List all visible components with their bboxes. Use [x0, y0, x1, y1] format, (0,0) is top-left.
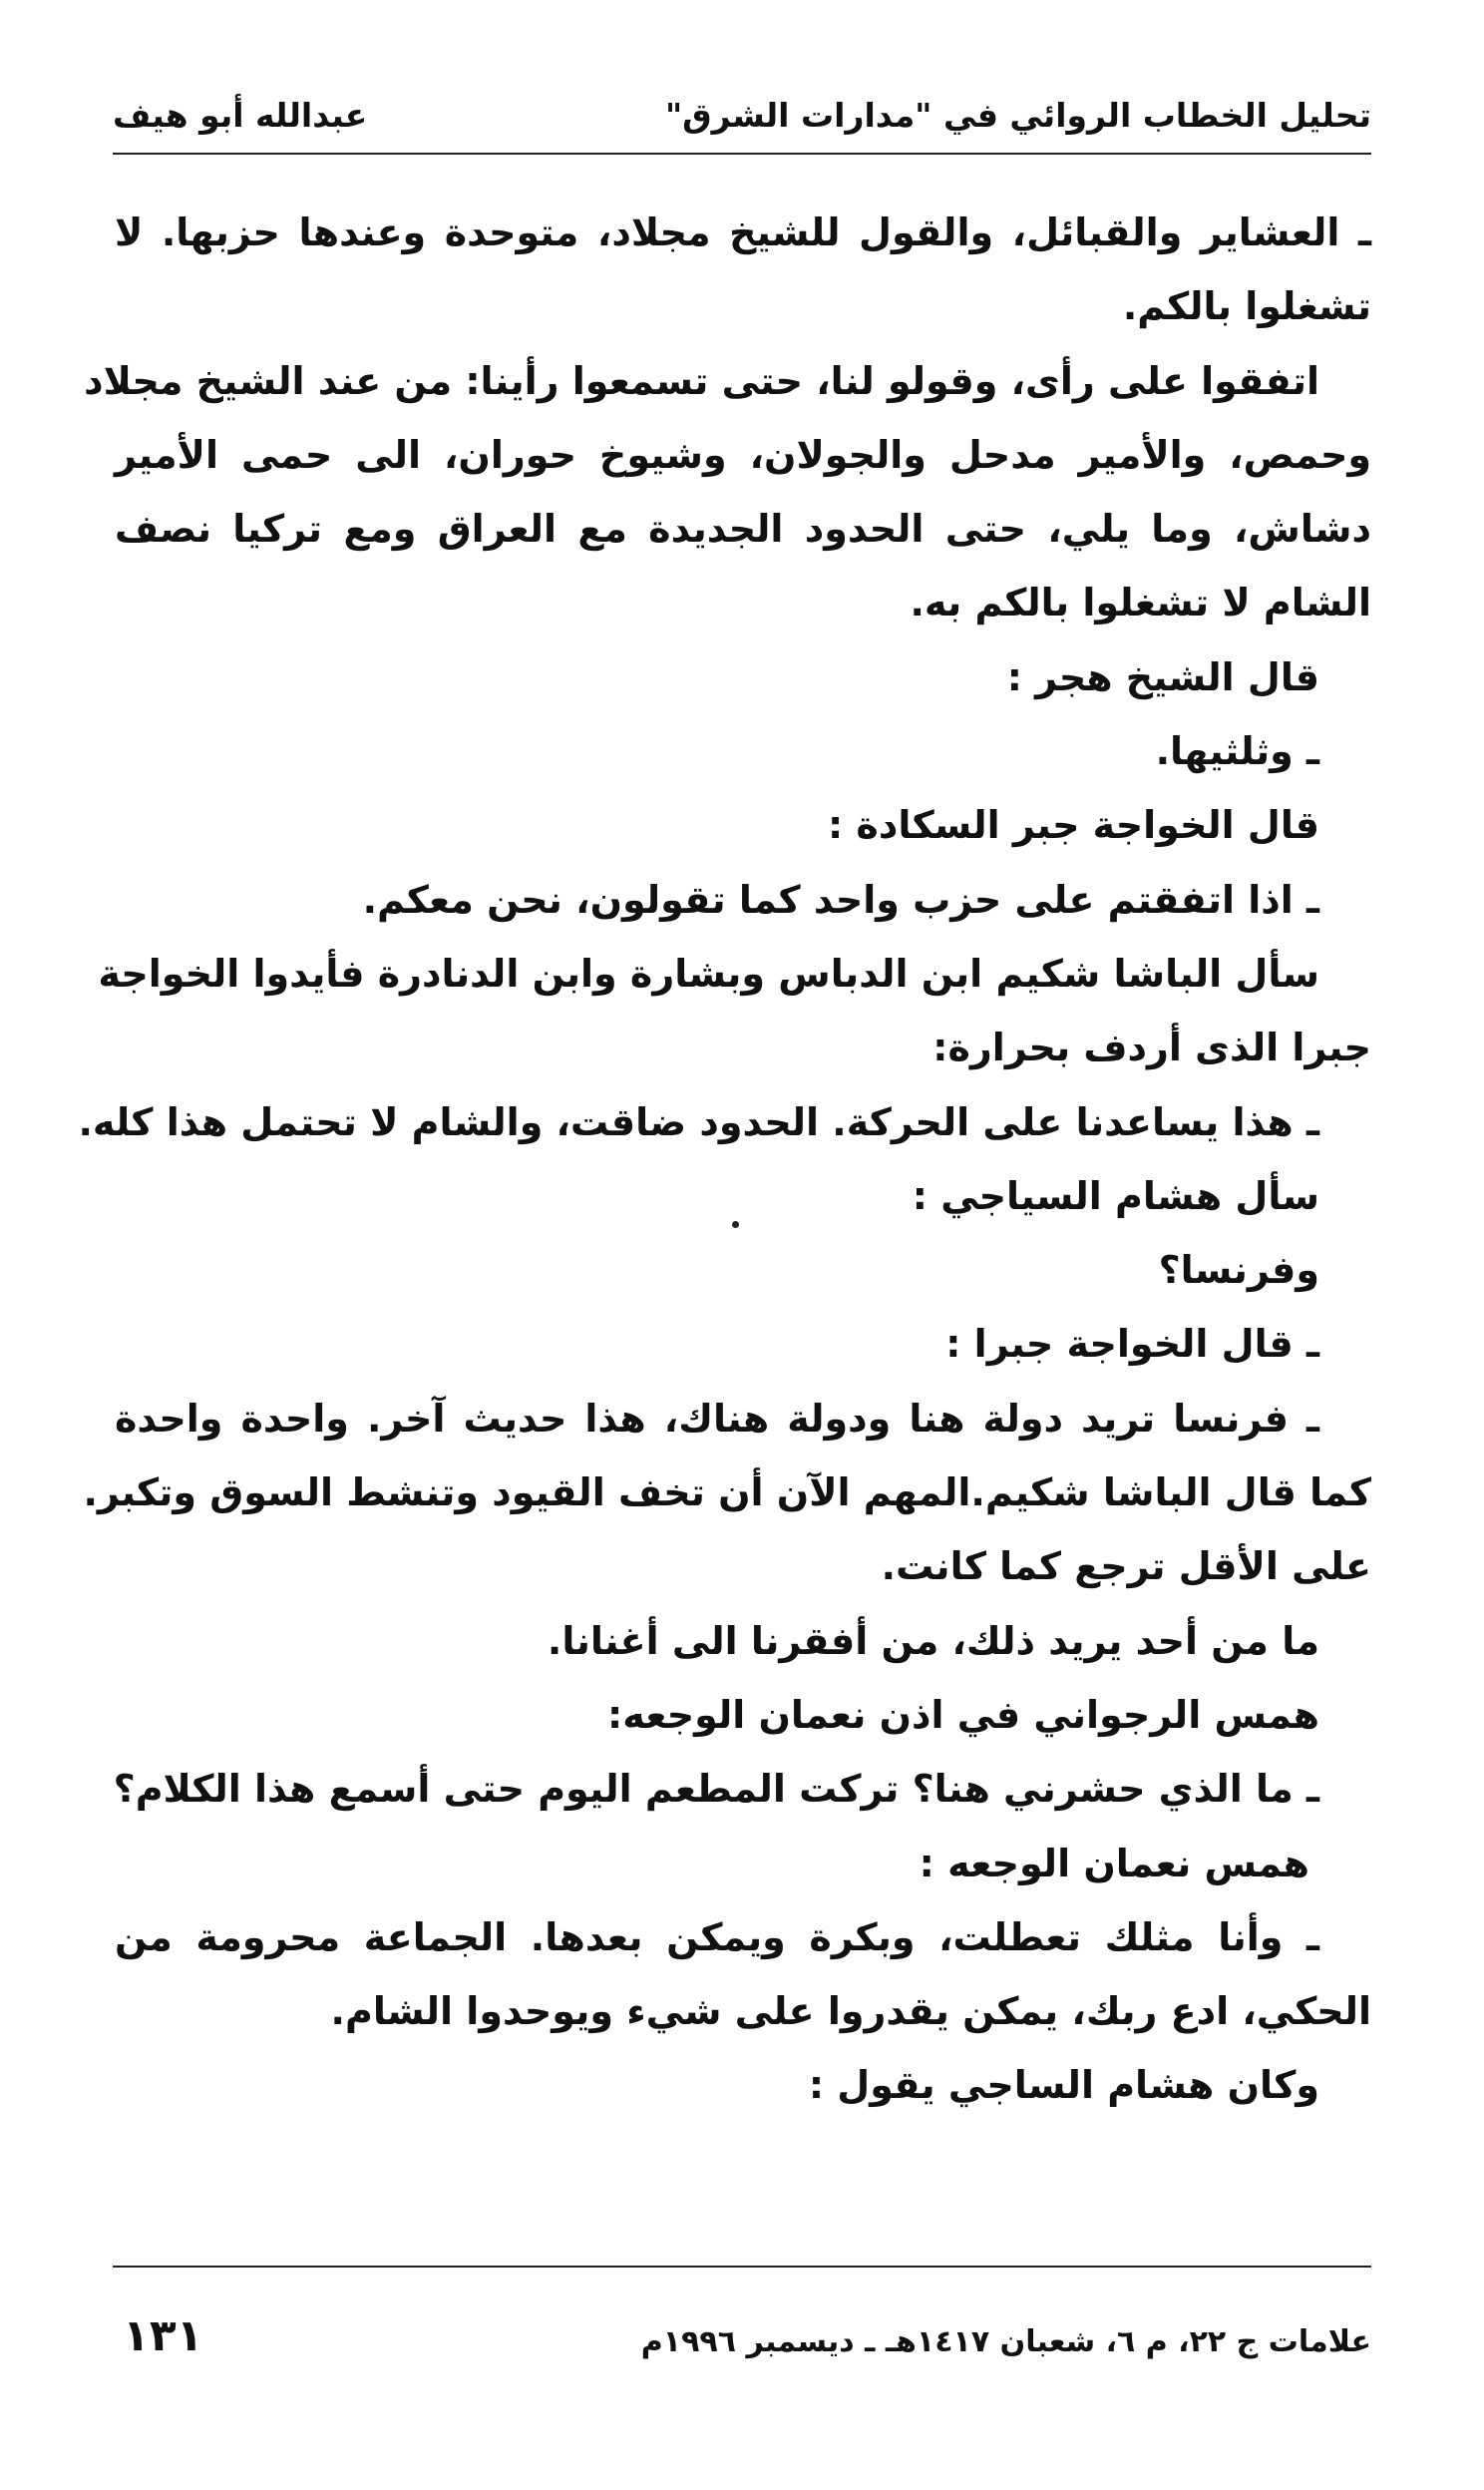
footer-rule	[113, 2266, 1371, 2268]
text-line: سأل هشام السياجي :	[912, 1173, 1319, 1218]
text-line: همس الرجواني في اذن نعمان الوجعه:	[607, 1692, 1319, 1737]
header-title: تحليل الخطاب الروائي في "مدارات الشرق"	[664, 96, 1371, 135]
text-line: الحكي، ادع ربك، يمكن يقدروا على شيء ويوحدوا الشام.	[330, 1989, 1371, 2034]
text-line: ـ قال الخواجة جبرا :	[945, 1322, 1319, 1367]
text-line: ـ هذا يساعدنا على الحركة. الحدود ضاقت، والشام لا تحتمل هذا كله.	[78, 1099, 1319, 1144]
text-line: قال الشيخ هجر :	[1006, 654, 1319, 699]
page-footer	[113, 2310, 1371, 2370]
text-line: ـ وأنا مثلك تعطلت، وبكرة ويمكن بعدها. الجماعة محرومة من	[115, 1914, 1319, 1959]
text-line: ـ وثلثيها.	[1155, 729, 1319, 774]
text-line: وفرنسا؟	[1158, 1248, 1319, 1293]
text-line: وحمص، والأمير مدحل والجولان، وشيوخ حوران، الى حمى الأمير	[115, 432, 1371, 477]
ink-speck	[732, 1221, 739, 1228]
text-line: سأل الباشا شكيم ابن الدباس وبشارة وابن الدنادرة فأيدوا الخواجة	[98, 951, 1319, 996]
text-line: ما من أحد يريد ذلك، من أفقرنا الى أغنانا.	[547, 1618, 1319, 1663]
header-author: عبدالله أبو هيف	[113, 96, 368, 135]
text-line: همس نعمان الوجعه :	[919, 1841, 1309, 1885]
text-line: وكان هشام الساجي يقول :	[808, 2063, 1319, 2108]
text-line: جبرا الذى أردف بحرارة:	[932, 1026, 1371, 1070]
text-line: ـ ما الذي حشرني هنا؟ تركت المطعم اليوم حتى أسمع هذا الكلام؟	[113, 1767, 1319, 1812]
text-line: اتفقوا على رأى، وقولو لنا، حتى تسمعوا رأينا: من عند الشيخ مجلاد	[84, 358, 1319, 403]
text-line: ـ فرنسا تريد دولة هنا ودولة هناك، هذا حديث آخر. واحدة واحدة	[115, 1396, 1319, 1441]
text-line: الشام لا تشغلوا بالكم به.	[910, 581, 1371, 625]
journal-info: علامات ج ٢٢، م ٦، شعبان ١٤١٧هـ ـ ديسمبر ١٩٩٦م	[640, 2324, 1371, 2359]
text-line: كما قال الباشا شكيم.المهم الآن أن تخف القيود وتنشط السوق وتكبر.	[83, 1470, 1371, 1515]
text-line: ـ اذا اتفقتم على حزب واحد كما تقولون، نحن معكم.	[362, 877, 1319, 922]
text-line: على الأقل ترجع كما كانت.	[881, 1544, 1371, 1589]
body-text	[78, 196, 1371, 2123]
text-line: تشغلوا بالكم.	[1122, 284, 1371, 329]
text-line: دشاش، وما يلي، حتى الحدود الجديدة مع العراق ومع تركيا نصف	[115, 507, 1371, 552]
header-rule	[113, 153, 1371, 155]
text-line: ـ العشاير والقبائل، والقول للشيخ مجلاد، متوحدة وعندها حزبها. لا	[115, 210, 1371, 254]
text-line: قال الخواجة جبر السكادة :	[828, 803, 1319, 848]
page-number: ١٣١	[123, 2310, 203, 2361]
running-header	[113, 96, 1371, 150]
